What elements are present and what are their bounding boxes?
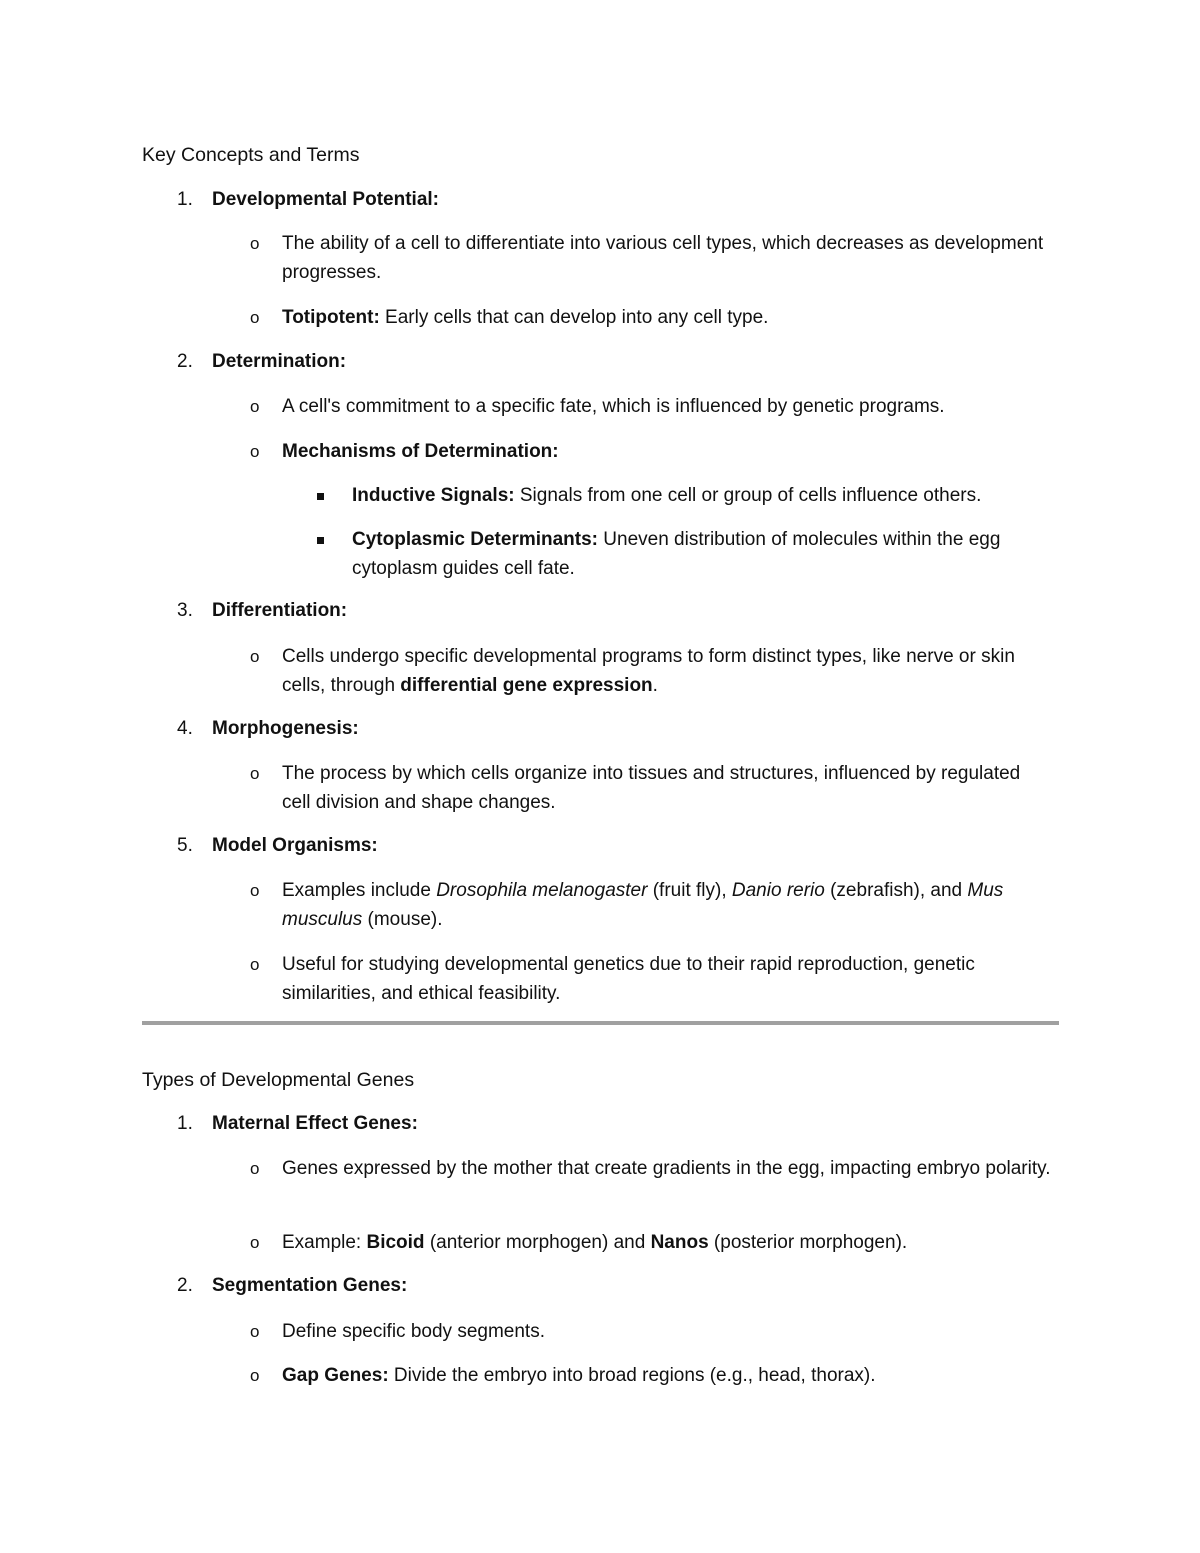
sub-sub-item [142,481,1062,510]
sub-item [142,437,1062,466]
sub-text: Cells undergo specific developmental programs to form distinct types, like nerve or skin cells, through [282,646,1015,696]
sub-text: (fruit fly), [647,880,732,901]
list-item-differentiation [142,600,1062,622]
sub-text: (mouse). [362,909,443,930]
item-title: Maternal Effect Genes: [212,1113,418,1134]
bullet-o-icon: o [250,397,260,416]
sub-item [142,876,1062,934]
term: differential gene expression [400,675,653,696]
sub-item [142,303,1062,332]
sub-item [142,1154,1062,1183]
sub-text: Define specific body segments. [282,1321,545,1342]
item-title: Determination: [212,351,347,372]
item-title: Morphogenesis: [212,718,359,739]
list-number: 5. [177,835,193,856]
bullet-o-icon: o [250,442,260,461]
sub-text: Early cells that can develop into any cell type. [379,307,769,328]
list-number: 4. [177,718,193,739]
term: Totipotent: [282,307,380,328]
term: Mechanisms of Determination: [282,441,559,462]
sub-sub-item [142,525,1062,583]
bullet-o-icon: o [250,647,260,666]
sub-item [142,1228,1062,1257]
section-heading: Types of Developmental Genes [142,1069,415,1091]
sub-text: The process by which cells organize into tissues and structures, influenced by regulated cell division and shape changes. [282,763,1021,813]
sub-text: (zebrafish), and [824,880,968,901]
bullet-o-icon: o [250,955,260,974]
sub-text: Signals from one cell or group of cells influence others. [514,485,982,506]
item-title: Segmentation Genes: [212,1275,408,1296]
list-number: 2. [177,1275,193,1296]
bullet-o-icon: o [250,308,260,327]
species-name: Drosophila melanogaster [436,880,648,901]
species-name: Mus musculus [282,880,1004,930]
bullet-o-icon: o [250,1366,260,1385]
term: Cytoplasmic Determinants: [352,529,599,550]
species-name: Danio rerio [731,880,825,901]
item-title: Differentiation: [212,600,348,621]
section-heading: Key Concepts and Terms [142,144,360,166]
sub-item [142,1317,1062,1346]
sub-item [142,642,1062,700]
bullet-o-icon: o [250,764,260,783]
list-item-maternal-effect-genes [142,1113,1062,1135]
sub-text: Divide the embryo into broad regions (e.g., head, thorax). [388,1365,876,1386]
list-number: 1. [177,189,193,210]
list-item-developmental-potential [142,189,1062,211]
sub-item [142,229,1062,287]
term: Inductive Signals: [352,485,515,506]
square-bullet-icon [317,537,324,544]
gene-name: Nanos [650,1232,709,1253]
bullet-o-icon: o [250,234,260,253]
sub-text: The ability of a cell to differentiate into various cell types, which decreases as development progresses. [282,233,1044,283]
gene-name: Bicoid [366,1232,425,1253]
sub-text: Uneven distribution of molecules within the egg cytoplasm guides cell fate. [352,529,1001,579]
list-item-model-organisms [142,835,1062,857]
sub-item [142,759,1062,817]
sub-text: Examples include [282,880,437,901]
section-developmental-genes [142,1069,1062,1091]
sub-text: (anterior morphogen) and [424,1232,651,1253]
section-key-concepts [142,144,1062,166]
list-item-determination [142,351,1062,373]
bullet-o-icon: o [250,1322,260,1341]
sub-text-tail: . [652,675,658,696]
list-number: 1. [177,1113,193,1134]
sub-item [142,392,1062,421]
bullet-o-icon: o [250,1159,260,1178]
term: Gap Genes: [282,1365,389,1386]
horizontal-divider [142,1021,1059,1025]
bullet-o-icon: o [250,881,260,900]
item-title: Developmental Potential: [212,189,439,210]
sub-text: Genes expressed by the mother that create gradients in the egg, impacting embryo polarity. [282,1158,1051,1179]
sub-text: Useful for studying developmental genetics due to their rapid reproduction, genetic similarities, and ethical feasibility. [282,954,975,1004]
item-title: Model Organisms: [212,835,378,856]
sub-text: Example: [282,1232,367,1253]
list-number: 2. [177,351,193,372]
list-item-morphogenesis [142,718,1062,740]
sub-text: A cell's commitment to a specific fate, which is influenced by genetic programs. [282,396,945,417]
bullet-o-icon: o [250,1233,260,1252]
list-number: 3. [177,600,193,621]
sub-item [142,950,1062,1008]
sub-item [142,1361,1062,1390]
square-bullet-icon [317,493,324,500]
sub-text: (posterior morphogen). [708,1232,908,1253]
list-item-segmentation-genes [142,1275,1062,1297]
